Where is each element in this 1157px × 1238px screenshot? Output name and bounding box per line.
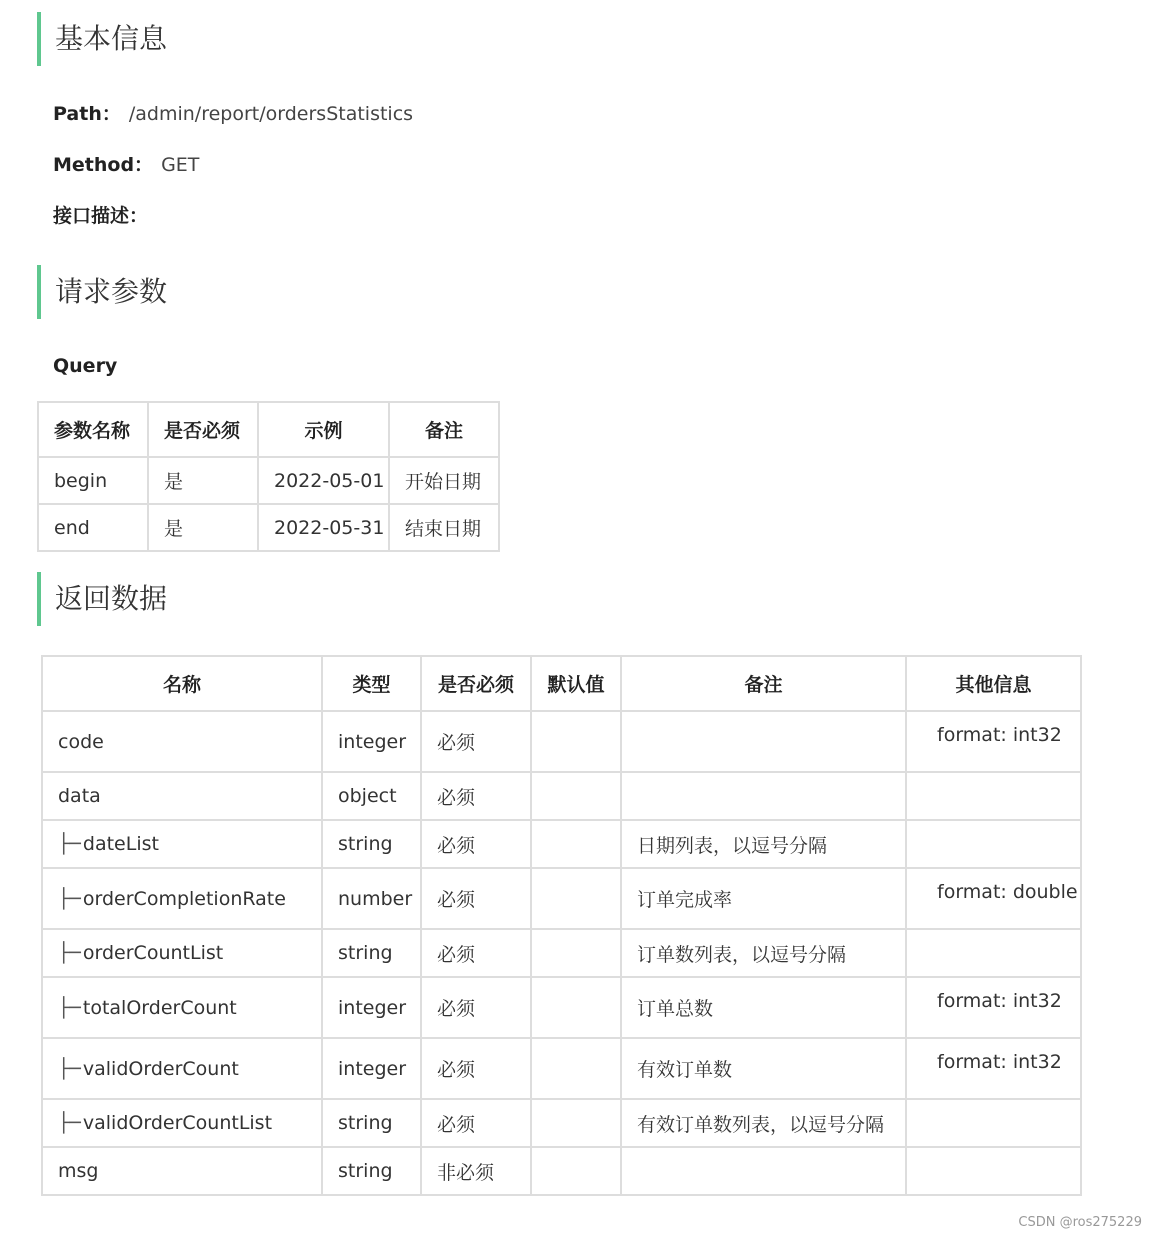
section-title-basic-info: 基本信息 (37, 12, 167, 66)
field-required-cell: 必须 (421, 929, 531, 977)
query-params-table (37, 401, 500, 552)
param-example-cell: 2022-05-31 (258, 504, 389, 551)
description-line (53, 203, 148, 229)
table-row (38, 457, 499, 504)
field-name-label: orderCompletionRate (82, 887, 286, 910)
field-default-cell (531, 711, 621, 772)
field-default-cell (531, 929, 621, 977)
section-title-response-data: 返回数据 (37, 572, 167, 626)
field-name-cell (42, 977, 322, 1038)
field-other-cell: format: int32 (906, 1038, 1081, 1099)
field-default-cell (531, 977, 621, 1038)
response-header-cell: 备注 (621, 656, 906, 711)
param-note-cell: 开始日期 (389, 457, 499, 504)
field-type-cell: string (322, 929, 421, 977)
path-label: Path： (53, 103, 121, 125)
section-title-request-params: 请求参数 (37, 265, 167, 319)
field-note-cell (621, 1147, 906, 1195)
table-row (42, 1038, 1081, 1099)
field-name-label: dateList (82, 833, 159, 855)
tree-branch-icon: ├─ (58, 1057, 81, 1080)
field-name-cell (42, 1038, 322, 1099)
table-row (42, 929, 1081, 977)
tree-branch-icon: ├─ (58, 996, 81, 1019)
method-label: Method： (53, 154, 154, 176)
response-header-cell: 是否必须 (421, 656, 531, 711)
field-required-cell: 必须 (421, 772, 531, 820)
method-line (53, 152, 199, 178)
field-type-cell: integer (322, 711, 421, 772)
response-header-cell: 名称 (42, 656, 322, 711)
field-required-cell: 必须 (421, 820, 531, 868)
field-note-cell: 日期列表，以逗号分隔 (621, 820, 906, 868)
param-name-cell: begin (38, 457, 148, 504)
param-required-cell: 是 (148, 504, 258, 551)
query-subtitle: Query (53, 355, 118, 377)
field-type-cell: string (322, 1147, 421, 1195)
field-name-cell: data (42, 772, 322, 820)
table-row (42, 1147, 1081, 1195)
tree-branch-icon: ├─ (58, 1112, 81, 1134)
response-header-cell: 默认值 (531, 656, 621, 711)
field-default-cell (531, 1038, 621, 1099)
param-note-cell: 结束日期 (389, 504, 499, 551)
field-note-cell (621, 772, 906, 820)
tree-branch-icon: ├─ (58, 887, 81, 910)
field-name-cell (42, 820, 322, 868)
field-other-cell (906, 820, 1081, 868)
field-default-cell (531, 772, 621, 820)
table-row (42, 977, 1081, 1038)
field-type-cell: string (322, 1099, 421, 1147)
table-row (38, 504, 499, 551)
response-data-table (41, 655, 1082, 1196)
field-name-cell: msg (42, 1147, 322, 1195)
param-name-cell: end (38, 504, 148, 551)
param-example-cell: 2022-05-01 (258, 457, 389, 504)
field-other-cell (906, 772, 1081, 820)
field-required-cell: 必须 (421, 977, 531, 1038)
field-name-label: validOrderCountList (82, 1112, 273, 1134)
table-row (42, 1099, 1081, 1147)
field-name-cell (42, 868, 322, 929)
field-type-cell: object (322, 772, 421, 820)
query-header-row (38, 402, 499, 457)
field-other-cell (906, 1099, 1081, 1147)
field-note-cell: 订单完成率 (621, 868, 906, 929)
field-other-cell: format: int32 (906, 711, 1081, 772)
field-note-cell: 订单总数 (621, 977, 906, 1038)
tree-branch-icon: ├─ (58, 833, 81, 855)
response-header-row (42, 656, 1081, 711)
field-note-cell: 有效订单数 (621, 1038, 906, 1099)
path-value: /admin/report/ordersStatistics (128, 103, 414, 125)
field-required-cell: 非必须 (421, 1147, 531, 1195)
table-row (42, 711, 1081, 772)
field-other-cell (906, 929, 1081, 977)
field-required-cell: 必须 (421, 711, 531, 772)
param-required-cell: 是 (148, 457, 258, 504)
table-row (42, 868, 1081, 929)
response-header-cell: 其他信息 (906, 656, 1081, 711)
field-name-cell: code (42, 711, 322, 772)
field-required-cell: 必须 (421, 868, 531, 929)
tree-branch-icon: ├─ (58, 942, 81, 964)
field-type-cell: string (322, 820, 421, 868)
field-name-label: totalOrderCount (82, 996, 237, 1019)
field-other-cell (906, 1147, 1081, 1195)
path-line (53, 101, 413, 127)
query-header-cell: 示例 (258, 402, 389, 457)
description-label: 接口描述： (53, 205, 149, 227)
field-type-cell: integer (322, 977, 421, 1038)
field-default-cell (531, 820, 621, 868)
field-note-cell (621, 711, 906, 772)
table-row (42, 820, 1081, 868)
response-header-cell: 类型 (322, 656, 421, 711)
field-required-cell: 必须 (421, 1099, 531, 1147)
method-value: GET (161, 154, 200, 176)
watermark: CSDN @ros275229 (1018, 1215, 1142, 1230)
query-header-cell: 备注 (389, 402, 499, 457)
field-note-cell: 订单数列表，以逗号分隔 (621, 929, 906, 977)
field-other-cell: format: double (906, 868, 1081, 929)
field-name-cell (42, 929, 322, 977)
field-name-cell (42, 1099, 322, 1147)
field-default-cell (531, 1099, 621, 1147)
field-required-cell: 必须 (421, 1038, 531, 1099)
field-type-cell: number (322, 868, 421, 929)
query-header-cell: 是否必须 (148, 402, 258, 457)
field-default-cell (531, 868, 621, 929)
field-name-label: validOrderCount (82, 1057, 239, 1080)
field-type-cell: integer (322, 1038, 421, 1099)
field-default-cell (531, 1147, 621, 1195)
query-header-cell: 参数名称 (38, 402, 148, 457)
field-note-cell: 有效订单数列表，以逗号分隔 (621, 1099, 906, 1147)
table-row (42, 772, 1081, 820)
field-other-cell: format: int32 (906, 977, 1081, 1038)
field-name-label: orderCountList (82, 942, 224, 964)
